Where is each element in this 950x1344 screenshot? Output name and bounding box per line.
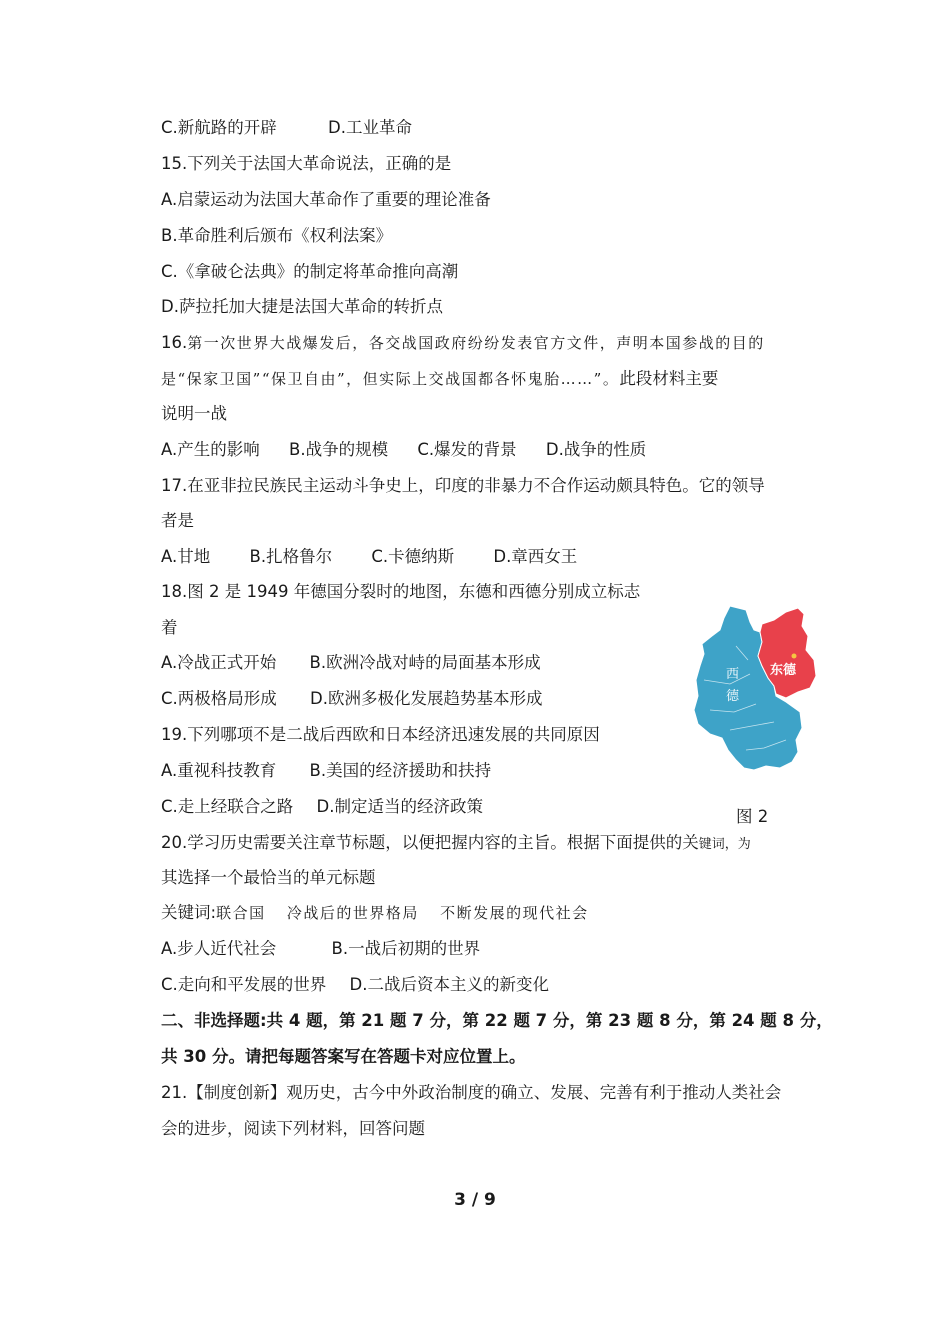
q17-line2: 者是 bbox=[161, 511, 194, 530]
option-d: D.章西女王 bbox=[493, 547, 578, 566]
figure-caption: 图 2 bbox=[736, 807, 769, 826]
q20-options-cd bbox=[161, 974, 549, 996]
keyword-1: 联合国 bbox=[216, 904, 266, 922]
option-b: B.一战后初期的世界 bbox=[331, 939, 481, 958]
q19-options-cd bbox=[161, 796, 483, 818]
q17-line1: 17.在亚非拉民族民主运动斗争史上，印度的非暴力不合作运动颇具特色。它的领导 bbox=[161, 476, 765, 495]
q15-option-b: B.革命胜利后颁布《权利法案》 bbox=[161, 226, 393, 245]
option-a: A.冷战正式开始 bbox=[161, 653, 277, 672]
q20-keywords bbox=[161, 902, 589, 924]
q16-line3: 说明一战 bbox=[161, 404, 227, 423]
q19-options-ab bbox=[161, 760, 491, 782]
q15-option-a: A.启蒙运动为法国大革命作了重要的理论准备 bbox=[161, 190, 491, 209]
section2-line1: 二、非选择题:共 4 题，第 21 题 7 分，第 22 题 7 分，第 23 题 8 分，第 24 题 8 分， bbox=[161, 1011, 833, 1030]
option-b: B.战争的规模 bbox=[289, 440, 389, 459]
q18-options-cd bbox=[161, 688, 542, 710]
west-label-1: 西 bbox=[726, 667, 740, 682]
q15-stem: 15.下列关于法国大革命说法，正确的是 bbox=[161, 154, 452, 173]
germany-map-figure bbox=[690, 600, 830, 780]
option-c: C.新航路的开辟 bbox=[161, 118, 277, 137]
option-a: A.重视科技教育 bbox=[161, 761, 277, 780]
q14-options-cd bbox=[161, 117, 412, 139]
option-b: B.美国的经济援助和扶持 bbox=[309, 761, 492, 780]
east-label: 东德 bbox=[770, 663, 797, 678]
q20-line1-main: 20.学习历史需要关注章节标题，以便把握内容的主旨。根据下面提供的关 bbox=[161, 833, 699, 852]
q16-options bbox=[161, 439, 646, 461]
q16-line1 bbox=[161, 332, 765, 354]
option-d: D.欧洲多极化发展趋势基本形成 bbox=[310, 689, 543, 708]
q21-line2: 会的进步，阅读下列材料，回答问题 bbox=[161, 1119, 425, 1138]
option-c: C.走上经联合之路 bbox=[161, 797, 294, 816]
page-number: 3 / 9 bbox=[454, 1190, 496, 1210]
q15-option-d: D.萨拉托加大捷是法国大革命的转折点 bbox=[161, 297, 443, 316]
keyword-label: 关键词: bbox=[161, 903, 217, 922]
q16-quote-1: 第一次世界大战爆发后，各交战国政府纷纷发表官方文件，声明本国参战的目的 bbox=[187, 334, 765, 352]
option-c: C.爆发的背景 bbox=[417, 440, 517, 459]
q15-option-c: C.《拿破仑法典》的制定将革命推向高潮 bbox=[161, 262, 459, 281]
q20-line2: 其选择一个最恰当的单元标题 bbox=[161, 868, 376, 887]
option-b: B.扎格鲁尔 bbox=[249, 547, 333, 566]
berlin-marker bbox=[792, 654, 797, 659]
q20-options-ab bbox=[161, 938, 480, 960]
west-label-2: 德 bbox=[726, 689, 740, 704]
q17-options bbox=[161, 546, 577, 568]
option-d: D.工业革命 bbox=[328, 118, 412, 137]
q20-line1 bbox=[161, 832, 751, 856]
q21-line1: 21.【制度创新】观历史，古今中外政治制度的确立、发展、完善有利于推动人类社会 bbox=[161, 1083, 782, 1102]
option-c: C.走向和平发展的世界 bbox=[161, 975, 327, 994]
keyword-3: 不断发展的现代社会 bbox=[440, 904, 589, 922]
option-a: A.产生的影响 bbox=[161, 440, 260, 459]
q18-line1: 18.图 2 是 1949 年德国分裂时的地图，东德和西德分别成立标志 bbox=[161, 582, 641, 601]
q16-quote-2: 是“保家卫国”“保卫自由”，但实际上交战国都各怀鬼胎……”。 bbox=[161, 370, 620, 388]
keyword-2: 冷战后的世界格局 bbox=[286, 904, 419, 922]
option-a: A.步人近代社会 bbox=[161, 939, 277, 958]
option-b: B.欧洲冷战对峙的局面基本形成 bbox=[309, 653, 541, 672]
q20-line1-small: 键词，为 bbox=[698, 837, 751, 852]
q16-line2 bbox=[161, 368, 718, 390]
q19-stem: 19.下列哪项不是二战后西欧和日本经济迅速发展的共同原因 bbox=[161, 725, 600, 744]
option-d: D.二战后资本主义的新变化 bbox=[349, 975, 549, 994]
option-d: D.战争的性质 bbox=[545, 440, 647, 459]
section2-line2: 共 30 分。请把每题答案写在答题卡对应位置上。 bbox=[161, 1047, 526, 1066]
q16-number: 16. bbox=[161, 333, 188, 352]
option-a: A.甘地 bbox=[161, 547, 211, 566]
q18-options-ab bbox=[161, 652, 541, 674]
option-c: C.两极格局形成 bbox=[161, 689, 277, 708]
option-d: D.制定适当的经济政策 bbox=[316, 797, 483, 816]
option-c: C.卡德纳斯 bbox=[371, 547, 455, 566]
q18-line2: 着 bbox=[161, 618, 178, 637]
q16-tail: 此段材料主要 bbox=[619, 369, 719, 388]
